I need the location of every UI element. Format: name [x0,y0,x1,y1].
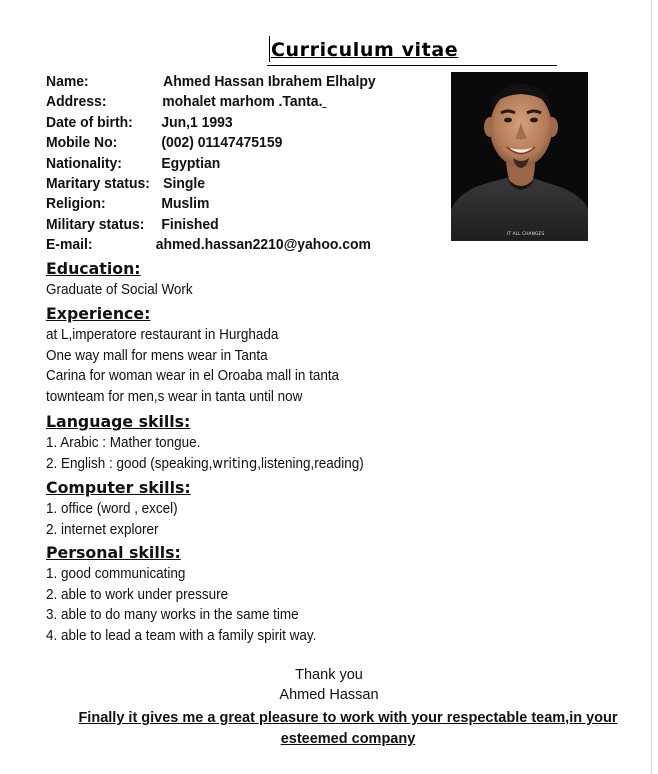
address-text: mohalet marhom .Tanta. [162,93,323,111]
experience-heading: Experience: [46,304,151,323]
computer-line: 2. internet explorer [46,521,159,538]
title-rule [267,65,557,66]
info-label: Name: [46,73,89,90]
page-edge [651,0,652,774]
info-value: Finished [161,215,219,233]
experience-line: at L,imperatore restaurant in Hurghada [46,327,279,343]
language-line-prefix: 2. English : good (speaking, [46,455,213,472]
closing-statement [72,708,624,750]
closing-signature: Ahmed Hassan [279,687,379,703]
shirt-text: IT ALL CHANGES [507,232,545,237]
computer-section [46,477,191,540]
personal-skill-line: 3. able to do many works in the same time [46,607,299,623]
language-section [46,411,364,474]
experience-section [46,303,339,407]
address-underline [322,93,326,110]
info-label: Address: [46,93,107,111]
education-section [46,258,193,301]
document-title: Curriculum vitae [271,39,459,61]
language-line: 1. Arabic : Mather tongue. [46,435,201,451]
experience-line: townteam for men,s wear in tanta until now [46,388,303,405]
personal-skills-section [46,542,316,646]
info-value: Single [163,174,206,192]
info-label: Maritary status: [46,174,150,192]
info-value: Ahmed Hassan Ibrahem Elhalpy [163,73,376,90]
info-label: E-mail: [46,236,93,254]
info-value: ahmed.hassan2210@yahoo.com [155,236,371,254]
closing-statement-line: esteemed company [280,731,416,747]
education-heading: Education: [46,259,141,278]
info-label: Date of birth: [46,113,133,131]
info-value [162,92,326,112]
portrait-illustration [451,72,588,241]
info-value: Muslim [161,195,210,213]
profile-photo [451,72,588,241]
info-value: Egyptian [161,154,221,172]
experience-line: One way mall for mens wear in Tanta [46,347,268,364]
language-line-word: writing [212,455,258,472]
personal-skills-heading: Personal skills: [46,543,181,562]
language-line-suffix: ,listening,reading) [257,455,364,472]
info-label: Mobile No: [46,134,118,152]
personal-skill-line: 2. able to work under pressure [46,586,229,603]
info-value: Jun,1 1993 [161,113,233,131]
text-cursor [269,36,270,62]
education-line: Graduate of Social Work [46,282,193,298]
language-line [46,454,364,475]
title-block [267,36,557,68]
experience-line: Carina for woman wear in el Oroaba mall in tanta [46,368,340,384]
computer-line: 1. office (word , excel) [46,501,178,517]
info-label: Military status: [46,215,145,233]
personal-skill-line: 4. able to lead a team with a family spirit way. [46,627,317,644]
closing-thanks: Thank you [295,667,363,683]
personal-skill-line: 1. good communicating [46,566,186,582]
info-label: Nationality: [46,154,122,172]
computer-heading: Computer skills: [46,478,191,497]
language-heading: Language skills: [46,412,191,431]
closing-statement-line: Finally it gives me a great pleasure to work with your respectable team,in your [78,710,618,726]
info-label: Religion: [46,195,106,213]
info-value: (002) 01147475159 [161,134,283,152]
